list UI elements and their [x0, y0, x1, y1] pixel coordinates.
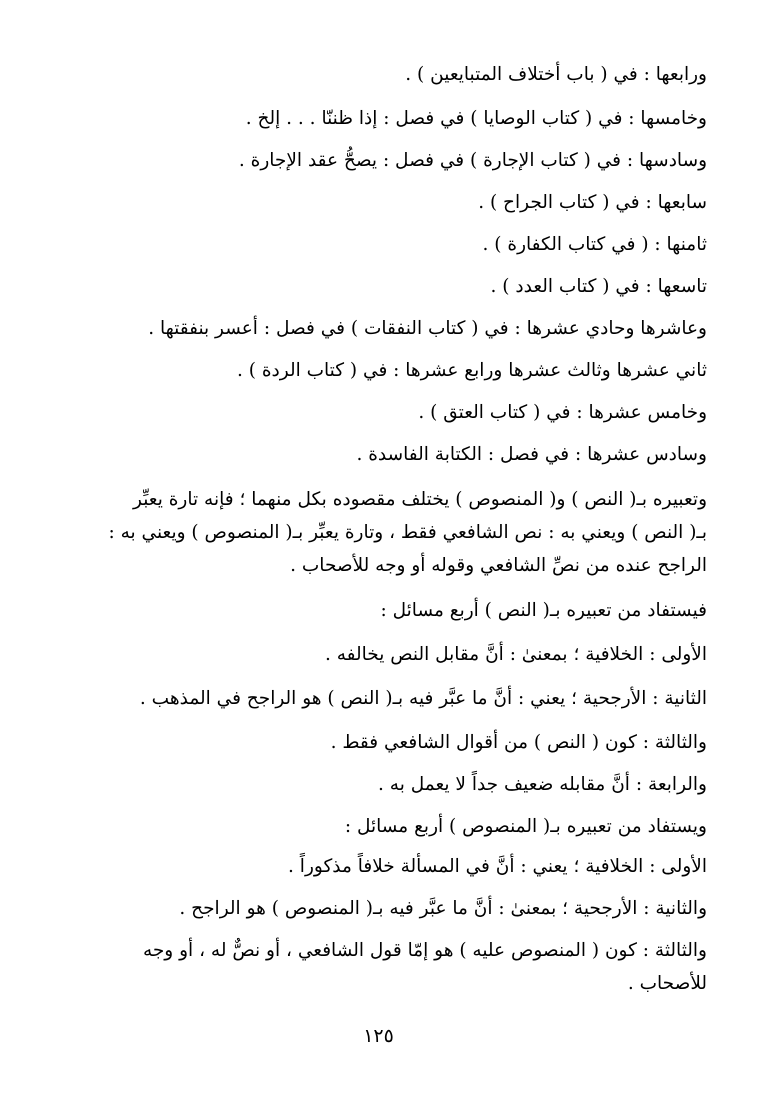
text-line: الثانية : الأرجحية ؛ يعني : أنَّ ما عبَّر فيه بـ( النص ) هو الراجح في المذهب . [139, 688, 707, 709]
text-line: ويستفاد من تعبيره بـ( المنصوص ) أربع مسائل : [344, 816, 707, 837]
paragraph-third-mansus [50, 934, 707, 1000]
page-number: ١٢٥ [363, 1025, 394, 1047]
text-line: والثانية : الأرجحية ؛ بمعنىٰ : أنَّ ما عبَّر فيه بـ( المنصوص ) هو الراجح . [179, 898, 707, 919]
text-line: وسادسها : في ( كتاب الإجارة ) في فصل : يصحُّ عقد الإجارة . [238, 150, 707, 171]
text-line: فيستفاد من تعبيره بـ( النص ) أربع مسائل : [380, 600, 707, 621]
text-line: والرابعة : أنَّ مقابله ضعيف جداً لا يعمل به . [378, 774, 707, 795]
text-line: ثاني عشرها وثالث عشرها ورابع عشرها : في ( كتاب الردة ) . [236, 360, 707, 381]
text-line: الأولى : الخلافية ؛ بمعنىٰ : أنَّ مقابل النص يخالفه . [324, 644, 707, 665]
text-line: سابعها : في ( كتاب الجراح ) . [478, 192, 707, 213]
text-line: تاسعها : في ( كتاب العدد ) . [490, 276, 707, 297]
text-line: الأولى : الخلافية ؛ يعني : أنَّ في المسألة خلافاً مذكوراً . [288, 856, 707, 877]
paragraph-line: بـ( النص ) ويعني به : نص الشافعي فقط ، وتارة يعبِّر بـ( المنصوص ) ويعني به : [108, 522, 707, 543]
paragraph-line: والثالثة : كون ( المنصوص عليه ) هو إمّا قول الشافعي ، أو نصٌّ له ، أو وجه [142, 940, 707, 961]
text-line: ثامنها : ( في كتاب الكفارة ) . [482, 234, 707, 255]
paragraph-nass-mansus [50, 483, 707, 582]
text-line: وعاشرها وحادي عشرها : في ( كتاب النفقات ) في فصل : أعسر بنفقتها . [148, 318, 707, 339]
paragraph-line: وتعبيره بـ( النص ) و( المنصوص ) يختلف مقصوده بكل منهما ؛ فإنه تارة يعبِّر [133, 489, 707, 510]
text-line: والثالثة : كون ( النص ) من أقوال الشافعي فقط . [330, 732, 707, 753]
text-line: وخامسها : في ( كتاب الوصايا ) في فصل : إذا ظننّا . . . إلخ . [245, 108, 707, 129]
paragraph-line: للأصحاب . [627, 973, 707, 994]
text-line: وسادس عشرها : في فصل : الكتابة الفاسدة . [356, 444, 707, 465]
text-line: وخامس عشرها : في ( كتاب العتق ) . [418, 402, 707, 423]
paragraph-line: الراجح عنده من نصِّ الشافعي وقوله أو وجه للأصحاب . [290, 555, 707, 576]
text-line: ورابعها : في ( باب أختلاف المتبايعين ) . [405, 64, 707, 85]
